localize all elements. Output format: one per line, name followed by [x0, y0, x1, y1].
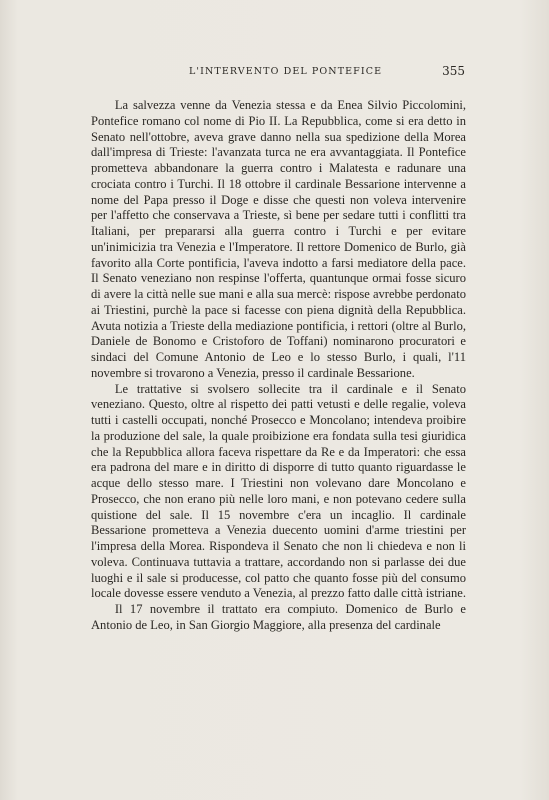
paragraph-1: La salvezza venne da Venezia stessa e da Enea Silvio Piccolomini, Pontefice romano col nome di Pio II. La Repubblica, come si era detto in Senato nell'ottobre, aveva grave danno nella sua spedizione della Morea dall'impresa di Trieste: l'avanzata turca ne era avvantaggiata. Il Pontefice prometteva abbandonare la guerra contro i Malatesta e radunare una crociata contro i Turchi. Il 18 ottobre il cardinale Bessarione intervenne a nome del Papa presso il Doge e disse che questi non voleva intervenire per l'affetto che conservava a Trieste, sì bene per sedare tutti i conflitti tra Italiani, per prepararsi alla guerra contro i Turchi e per evitare un'inimicizia tra Venezia e l'Imperatore. Il rettore Domenico de Burlo, già favorito alla Corte pontificia, l'aveva indotto a farsi mediatore della pace. Il Senato veneziano non respinse l'offerta, quantunque ormai fosse sicuro di avere la città nelle sue mani e alla sua mercè: rispose avrebbe perdonato ai Triestini, purchè la pace si facesse con piena dignità della Repubblica. Avuta notizia a Trieste della mediazione pontificia, i rettori (oltre al Burlo, Daniele de Bonomo e Cristoforo de Toffani) nominarono procuratori e sindaci del Comune Antonio de Leo e lo stesso Burlo, i quali, l'11 novembre si trovarono a Venezia, presso il cardinale Bessarione.: [91, 98, 466, 380]
paragraph-2: Le trattative si svolsero sollecite tra il cardinale e il Senato veneziano. Questo, oltre al rispetto dei patti vetusti e delle regalie, voleva tutti i castelli occupati, nonché Prosecco e Moncolano; intendeva proibire la produzione del sale, la quale proibizione era fondata sulla tesi giuridica che la Repubblica allora faceva rispettare da Re e da Imperatori: che essa era padrona del mare e in diritto di disporre di tutto quanto riguardasse le acque dello stesso mare. I Triestini non volevano dare Moncolano e Prosecco, che non erano più nelle loro mani, e non potevano cedere sulla quistione del sale. Il 15 novembre c'era un incaglio. Il cardinale Bessarione prometteva a Venezia duecento uomini d'arme triestini per l'impresa della Morea. Rispondeva il Senato che non li chiedeva e non li voleva. Continuava tuttavia a trattare, accordando non si parlasse dei due luoghi e il sale si producesse, col patto che quanto fosse più del consumo locale dovesse essere venduto a Venezia, al prezzo fatto dalle città istriane.: [91, 381, 466, 601]
paragraph-3: Il 17 novembre il trattato era compiuto. Domenico de Burlo e Antonio de Leo, in San Giorgio Maggiore, alla presenza del cardinale: [91, 602, 466, 632]
page-number: 355: [442, 64, 465, 78]
body-text: [91, 98, 466, 634]
running-head-title: L'INTERVENTO DEL PONTEFICE: [189, 66, 383, 77]
running-head: [93, 66, 465, 82]
